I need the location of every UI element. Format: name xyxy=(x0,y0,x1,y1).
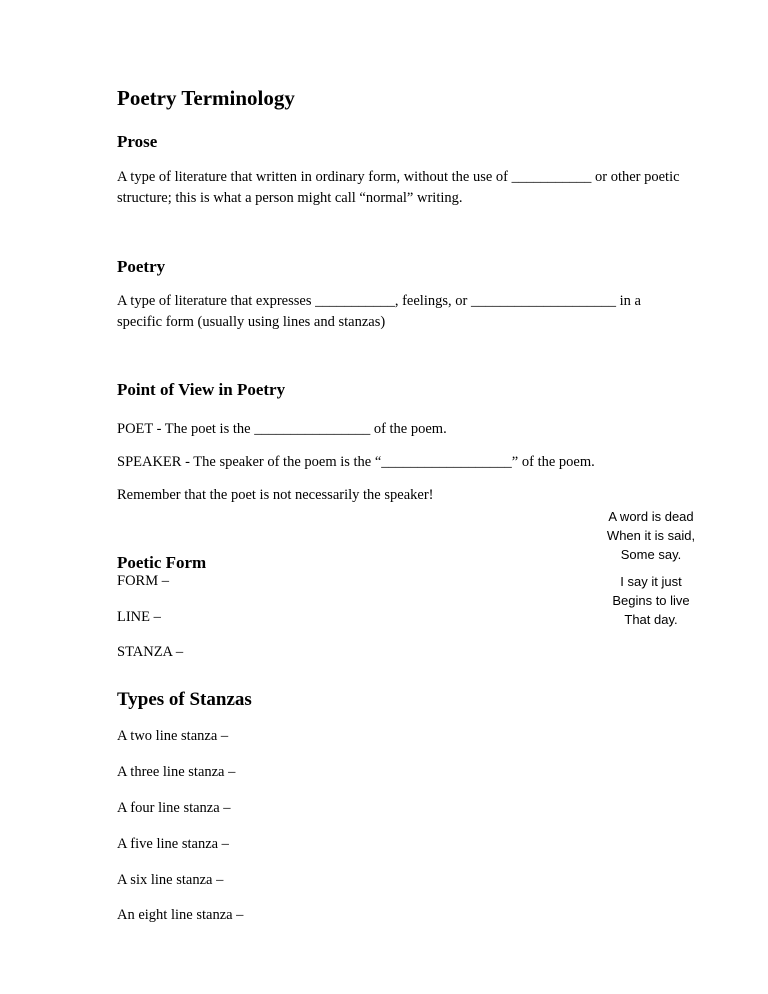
poetry-heading: Poetry xyxy=(117,257,166,276)
prose-definition-line-2: structure; this is what a person might call “normal” writing. xyxy=(117,190,463,206)
form-item: STANZA – xyxy=(117,644,184,660)
types-of-stanzas-heading: Types of Stanzas xyxy=(117,689,252,710)
form-item: FORM – xyxy=(117,573,169,589)
poem-line: That day. xyxy=(624,612,678,627)
poem-line: Begins to live xyxy=(612,593,690,608)
poem-line: I say it just xyxy=(620,574,682,589)
stanza-type-item: A six line stanza – xyxy=(117,872,224,888)
pov-speaker: SPEAKER - The speaker of the poem is the “__________________” of the poem. xyxy=(117,454,595,470)
stanza-type-item: A three line stanza – xyxy=(117,764,236,780)
stanza-type-item: A two line stanza – xyxy=(117,728,229,744)
poetry-definition-line-1: A type of literature that expresses ___________, feelings, or ____________________ in a xyxy=(117,293,641,309)
pov-poet: POET - The poet is the ________________ of the poem. xyxy=(117,421,447,437)
stanza-type-item: An eight line stanza – xyxy=(117,907,244,923)
stanza-type-item: A four line stanza – xyxy=(117,800,231,816)
poem-line: A word is dead xyxy=(608,509,694,524)
poem-line: When it is said, xyxy=(606,528,696,543)
pov-remember: Remember that the poet is not necessarily the speaker! xyxy=(117,487,434,503)
poetry-definition-line-2: specific form (usually using lines and stanzas) xyxy=(117,314,386,330)
poem-example xyxy=(590,507,712,629)
form-item: LINE – xyxy=(117,609,161,625)
poem-line: Some say. xyxy=(620,547,682,562)
prose-heading: Prose xyxy=(117,132,158,151)
page-title: Poetry Terminology xyxy=(117,86,295,110)
stanza-type-item: A five line stanza – xyxy=(117,836,229,852)
poetic-form-heading: Poetic Form xyxy=(117,553,207,572)
pov-heading: Point of View in Poetry xyxy=(117,380,286,399)
prose-definition-line-1: A type of literature that written in ordinary form, without the use of ___________ or other poetic xyxy=(117,169,680,185)
